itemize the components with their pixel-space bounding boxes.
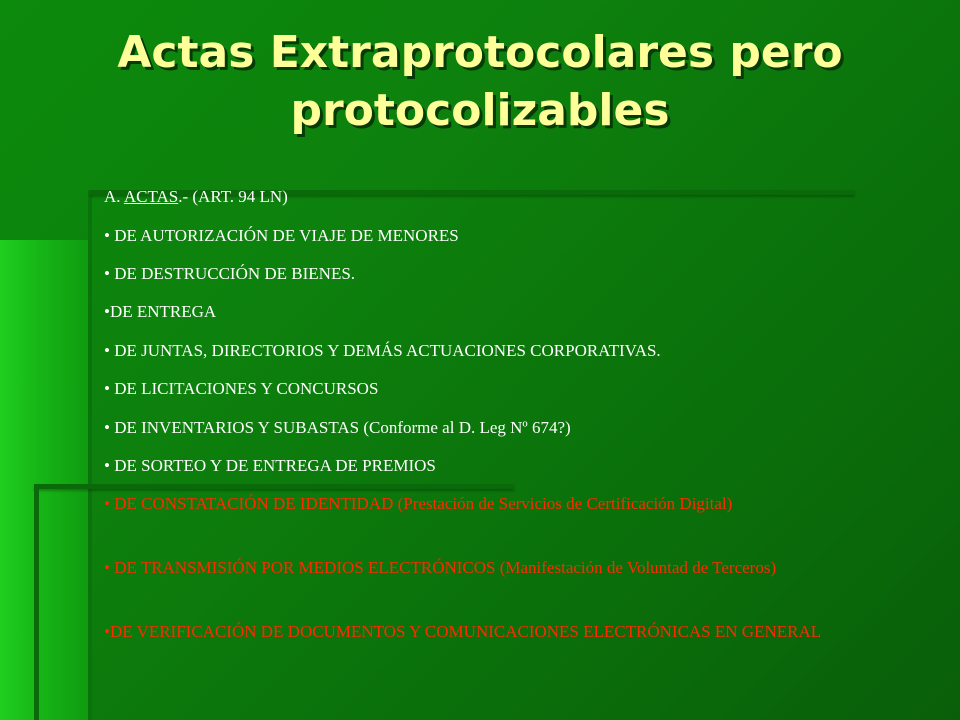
list-item: • DE LICITACIONES Y CONCURSOS — [104, 379, 379, 398]
heading-prefix: A. — [104, 187, 124, 206]
middle-divider-bar — [34, 484, 514, 489]
list-item: • DE INVENTARIOS Y SUBASTAS (Conforme al D. Leg Nº 674?) — [104, 418, 571, 437]
list-item: • DE DESTRUCCIÓN DE BIENES. — [104, 264, 356, 283]
list-item: • DE JUNTAS, DIRECTORIOS Y DEMÁS ACTUACIONES CORPORATIVAS. — [104, 341, 661, 360]
list-item: • DE SORTEO Y DE ENTREGA DE PREMIOS — [104, 456, 436, 475]
slide-title: Actas Extraprotocolares pero protocolizables — [117, 27, 843, 136]
heading-underlined: ACTAS — [123, 187, 179, 206]
list-item: • DE AUTORIZACIÓN DE VIAJE DE MENORES — [104, 226, 459, 245]
vertical-accent-line — [88, 190, 92, 720]
left-accent-band — [0, 240, 90, 720]
section-heading — [104, 187, 288, 207]
heading-suffix: .- (ART. 94 LN) — [178, 187, 288, 206]
list-item-highlight: • DE CONSTATACIÓN DE IDENTIDAD (Prestación de Servicios de Certificación Digital) — [104, 494, 733, 513]
lower-vertical-line — [34, 484, 39, 720]
list-item: •DE ENTREGA — [104, 302, 217, 321]
list-item-highlight: •DE VERIFICACIÓN DE DOCUMENTOS Y COMUNICACIONES ELECTRÓNICAS EN GENERAL — [104, 622, 822, 641]
list-item-highlight: • DE TRANSMISIÓN POR MEDIOS ELECTRÓNICOS (Manifestación de Voluntad de Terceros) — [104, 558, 777, 577]
